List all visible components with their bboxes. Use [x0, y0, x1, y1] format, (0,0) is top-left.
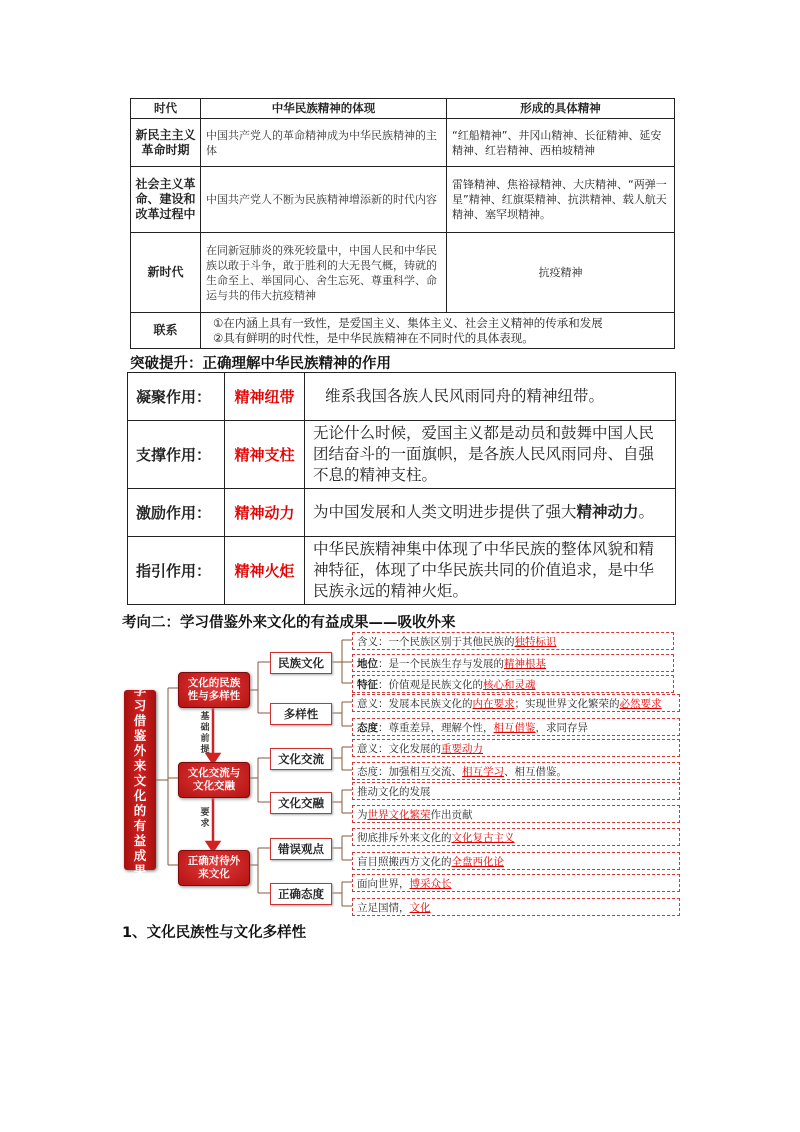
red-box-label: 正确对待外来文化 [187, 855, 241, 880]
function-desc: 维系我国各族人民风雨同舟的精神纽带。 [305, 373, 676, 421]
diagram-main-title [124, 682, 156, 878]
leaf-post: 作出贡献 [430, 808, 473, 821]
function-key: 精神支柱 [225, 421, 305, 489]
leaf-item [352, 632, 674, 650]
leaf-key: 核心和灵魂 [483, 678, 536, 691]
leaf-key: 文化复古主义 [451, 831, 515, 844]
desc-bold: 精神动力 [576, 503, 639, 521]
main-title-text: 学习借鉴外来文化的有益成果 [133, 682, 147, 878]
leaf-item [352, 898, 680, 916]
leaf-item [352, 739, 680, 757]
era-cell: 新民主主义革命时期 [131, 119, 201, 167]
leaf-item [352, 852, 680, 870]
red-box-exchange [178, 762, 250, 798]
leaf-item [352, 675, 674, 693]
leaf-post: ，求同存异 [535, 721, 588, 734]
leaf-key: 文化 [409, 901, 431, 914]
section-heading: 突破提升：正确理解中华民族精神的作用 [130, 356, 391, 372]
function-key: 精神火炬 [225, 537, 305, 605]
section-heading: 考向二：学习借鉴外来文化的有益成果——吸收外来 [122, 615, 456, 631]
spirits-cell: “红船精神”、井冈山精神、长征精神、延安精神、红岩精神、西柏坡精神 [447, 119, 675, 167]
desc-pre: 为中国发展和人类文明进步提供了强大 [313, 503, 577, 521]
red-box-label: 文化交流与文化交融 [187, 767, 241, 792]
arrow-label-basis: 基础前提 [200, 712, 210, 755]
leaf-key: 内在要求 [472, 697, 515, 710]
leaf-pre: 为 [357, 808, 368, 821]
link-line-2: ②具有鲜明的时代性，是中华民族精神在不同时代的具体表现。 [213, 330, 534, 345]
header-spirits: 形成的具体精神 [447, 99, 675, 119]
node-wrong-views: 错误观点 [270, 838, 332, 860]
leaf-item [352, 694, 680, 712]
function-desc: 无论什么时候，爱国主义都是动员和鼓舞中国人民团结奋斗的一面旗帜，是各族人民风雨同舟、自强不息的精神支柱。 [305, 421, 676, 489]
node-cultural-exchange: 文化交流 [270, 748, 332, 770]
link-label: 联系 [131, 313, 201, 349]
leaf-key: 相互学习 [462, 765, 504, 778]
leaf-item [352, 762, 680, 780]
leaf-key: 独特标识 [514, 635, 557, 648]
embodiment-cell: 中国共产党人不断为民族精神增添新的时代内容 [201, 167, 447, 233]
leaf-key: 精神根基 [504, 657, 546, 670]
function-desc: 中华民族精神集中体现了中华民族的整体风貌和精神特征，体现了中华民族共同的价值追求，是中华民族永远的精神火炬。 [305, 537, 676, 605]
leaf-key-2: 必然要求 [619, 697, 662, 710]
leaf-key: 世界文化繁荣 [367, 808, 431, 821]
spirits-cell: 雷锋精神、焦裕禄精神、大庆精神、“两弹一星”精神、红旗渠精神、抗洪精神、载人航天精神、塞罕坝精神。 [447, 167, 675, 233]
leaf-mid: ；实现世界文化繁荣的 [514, 697, 620, 710]
section-heading: 1、文化民族性与文化多样性 [122, 925, 307, 941]
arrow-label-requirement: 要求 [200, 808, 210, 829]
link-line-1: ①在内涵上具有一致性，是爱国主义、集体主义、社会主义精神的传承和发展 [213, 315, 603, 330]
function-key: 精神纽带 [225, 373, 305, 421]
function-label: 支撑作用： [128, 421, 225, 489]
node-cultural-fusion: 文化交融 [270, 792, 332, 814]
header-era: 时代 [131, 99, 201, 119]
node-national-culture: 民族文化 [270, 652, 332, 674]
leaf-key: 重要动力 [441, 742, 483, 755]
era-cell: 新时代 [131, 233, 201, 313]
leaf-key: 相互借鉴 [493, 721, 536, 734]
function-label: 凝聚作用： [128, 373, 225, 421]
leaf-pre: 面向世界， [357, 877, 410, 890]
era-cell: 社会主义革命、建设和改革过程中 [131, 167, 201, 233]
red-box-attitude [178, 850, 250, 886]
leaf-pre: ：价值观是民族文化的 [378, 678, 483, 691]
embodiment-cell: 中国共产党人的革命精神成为中华民族精神的主体 [201, 119, 447, 167]
leaf-pre: ：尊重差异，理解个性， [378, 721, 494, 734]
red-box-label: 文化的民族性与多样性 [187, 677, 241, 702]
function-label: 激励作用： [128, 489, 225, 537]
leaf-pre: 态度：加强相互交流、 [357, 765, 462, 778]
leaf-item [352, 782, 680, 800]
node-diversity: 多样性 [270, 703, 332, 725]
leaf-item [352, 828, 680, 846]
leaf-bold: 地位 [357, 657, 378, 670]
spirits-cell: 抗疫精神 [447, 233, 675, 313]
leaf-pre: 含义：一个民族区别于其他民族的 [357, 635, 515, 648]
desc-post: 。 [638, 503, 655, 521]
leaf-item [352, 718, 680, 736]
leaf-item [352, 874, 680, 892]
leaf-pre: 推动文化的发展 [357, 785, 431, 798]
leaf-pre: ：是一个民族生存与发展的 [378, 657, 504, 670]
leaf-pre: 意义：发展本民族文化的 [357, 697, 473, 710]
red-box-nationality [178, 672, 250, 708]
embodiment-cell: 在同新冠肺炎的殊死较量中，中国人民和中华民族以敢于斗争，敢于胜利的大无畏气概，铸就的生命至上、举国同心、舍生忘死、尊重科学、命运与共的伟大抗疫精神 [201, 233, 447, 313]
leaf-bold: 态度 [357, 721, 378, 734]
leaf-pre: 彻底排斥外来文化的 [357, 831, 452, 844]
leaf-pre: 立足国情， [357, 901, 410, 914]
function-label: 指引作用： [128, 537, 225, 605]
node-correct-attitude: 正确态度 [270, 883, 332, 905]
leaf-key: 博采众长 [409, 877, 452, 890]
leaf-item [352, 654, 674, 672]
leaf-bold: 特征 [357, 678, 378, 691]
header-embodiment: 中华民族精神的体现 [201, 99, 447, 119]
leaf-pre: 盲目照搬西方文化的 [357, 855, 452, 868]
leaf-pre: 意义：文化发展的 [357, 742, 441, 755]
leaf-item [352, 805, 680, 823]
leaf-key: 全盘西化论 [451, 855, 504, 868]
leaf-post: 、相互借鉴。 [504, 765, 567, 778]
function-key: 精神动力 [225, 489, 305, 537]
